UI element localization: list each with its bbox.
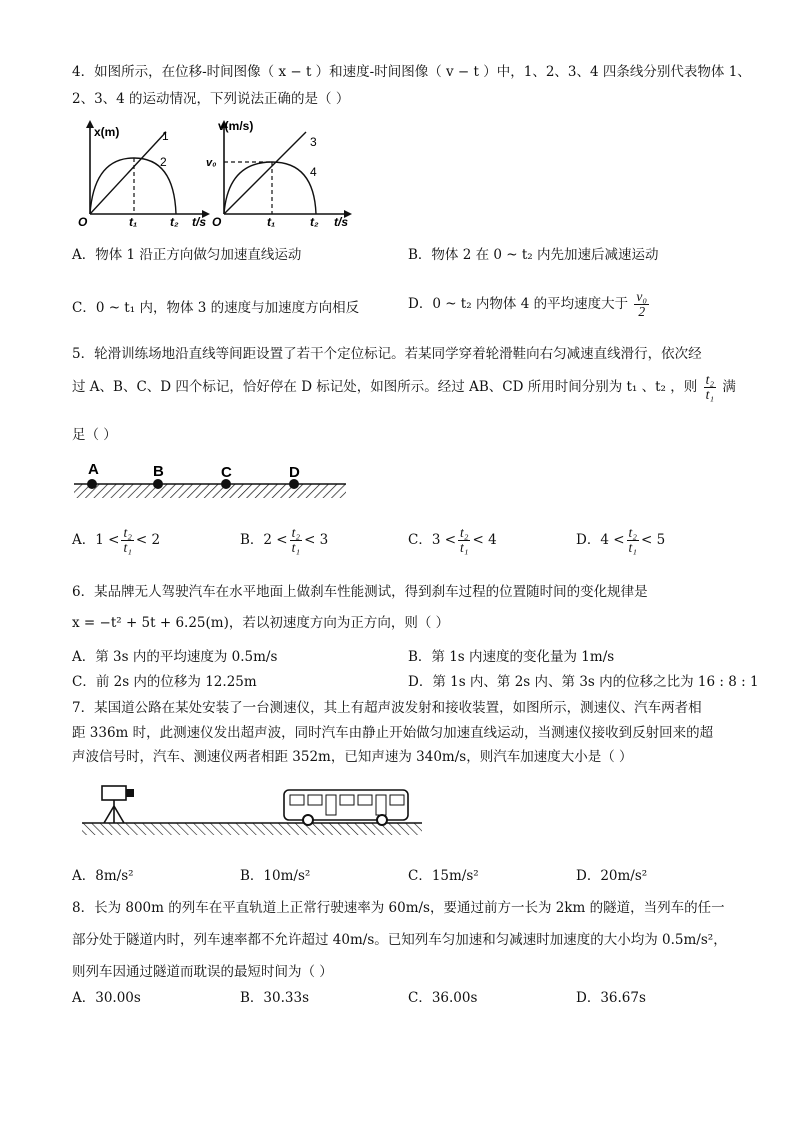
q4-g1-t2: t₂: [170, 215, 179, 228]
q5-option-c[interactable]: C．3 < $\frac{\text{t₂}}{\text{t₁}}$ < 4: [408, 525, 497, 555]
q5-track-diagram: [74, 458, 348, 502]
q6-option-b[interactable]: B．第 1s 内速度的变化量为 1m/s: [408, 649, 615, 665]
q8-option-c[interactable]: C．36.00s: [408, 990, 478, 1006]
q7-option-a[interactable]: A．8m/s²: [72, 868, 134, 884]
q7-option-b[interactable]: B．10m/s²: [240, 868, 311, 884]
q4-stem-line2: 2、3、4 的运动情况，下列说法正确的是（ ）: [72, 91, 350, 107]
q4-g1-origin: O: [78, 215, 88, 228]
q4-g2-origin: O: [212, 215, 222, 228]
q6-option-d[interactable]: D．第 1s 内、第 2s 内、第 3s 内的位移之比为 16 : 8 : 1: [408, 674, 759, 690]
q6-option-a[interactable]: A．第 3s 内的平均速度为 0.5m/s: [72, 649, 278, 665]
q6-option-c[interactable]: C．前 2s 内的位移为 12.25m: [72, 674, 257, 690]
q4-g2-ylabel: v(m/s): [218, 119, 254, 133]
q5-stem-line3: 足（ ）: [72, 427, 117, 443]
q7-option-c[interactable]: C．15m/s²: [408, 868, 479, 884]
q8-stem-line1: 8．长为 800m 的列车在平直轨道上正常行驶速率为 60m/s，要通过前方一长为 2km 的隧道，当列车的任一: [72, 900, 725, 916]
q4-option-b[interactable]: B．物体 2 在 0 ~ t₂ 内先加速后减速运动: [408, 247, 659, 263]
q5-ratio-fraction: $\frac{\text{t₂}}{\text{t₁}}$: [705, 372, 715, 402]
q5-stem-line1: 5．轮滑训练场地沿直线等间距设置了若干个定位标记。若某同学穿着轮滑鞋向右匀减速直线滑行，依次经: [72, 346, 702, 362]
q8-stem-line2: 部分处于隧道内时，列车速率都不允许超过 40m/s。已知列车匀加速和匀减速时加速度的大小均为 0.5m/s²，: [72, 932, 727, 948]
q4-g1-ylabel: x(m): [94, 125, 120, 139]
q8-option-b[interactable]: B．30.33s: [240, 990, 309, 1006]
q7-option-d[interactable]: D．20m/s²: [576, 868, 648, 884]
q4-g1-curve2: 2: [160, 155, 167, 169]
q7-stem-line1: 7．某国道公路在某处安装了一台测速仪，其上有超声波发射和接收装置，如图所示，测速仪、汽车两者相: [72, 700, 702, 716]
q4-option-c[interactable]: C．0 ~ t₁ 内，物体 3 的速度与加速度方向相反: [72, 300, 360, 316]
q4-option-a[interactable]: A．物体 1 沿正方向做匀加速直线运动: [72, 247, 302, 263]
q5-stem-line2: 过 A、B、C、D 四个标记，恰好停在 D 标记处，如图所示。经过 AB、CD 所用时间分别为 t₁ 、t₂ ，则 $\frac{\text{t₂}}{\text{t₁}}$ 满: [72, 372, 736, 402]
q6-stem-line2: x = −t² + 5t + 6.25(m)，若以初速度方向为正方向，则（ ）: [72, 615, 450, 631]
q4-stem-line1: 4．如图所示，在位移-时间图像（ x − t ）和速度-时间图像（ v − t ）中，1、2、3、4 四条线分别代表物体 1、: [72, 64, 751, 80]
q4-option-d-fraction: $\frac{\text{v₀}}{2}$: [636, 289, 648, 319]
bus-icon: [284, 790, 408, 825]
marker-d-label: D: [289, 464, 300, 481]
q8-option-a[interactable]: A．30.00s: [72, 990, 141, 1006]
q5-option-d[interactable]: D．4 < $\frac{\text{t₂}}{\text{t₁}}$ < 5: [576, 525, 666, 555]
q4-xt-graph: [74, 118, 217, 228]
q4-vt-graph: [206, 118, 356, 228]
q4-g1-tlabel: t/s: [192, 215, 207, 228]
marker-a-label: A: [88, 461, 99, 478]
q4-g2-t2: t₂: [310, 215, 319, 228]
q4-option-d-text: D．0 ~ t₂ 内物体 4 的平均速度大于: [408, 296, 629, 312]
q5-option-a[interactable]: A．1 < $\frac{\text{t₂}}{\text{t₁}}$ < 2: [72, 525, 161, 555]
marker-b-label: B: [153, 463, 164, 480]
q8-stem-line3: 则列车因通过隧道而耽误的最短时间为（ ）: [72, 964, 333, 980]
marker-c-label: C: [221, 464, 232, 481]
q7-stem-line3: 声波信号时，汽车、测速仪两者相距 352m，已知声速为 340m/s，则汽车加速度大小是（ ）: [72, 749, 633, 765]
q4-g2-curve4: 4: [310, 165, 317, 179]
q4-g2-t1: t₁: [267, 215, 276, 228]
q5-option-b[interactable]: B．2 < $\frac{\text{t₂}}{\text{t₁}}$ < 3: [240, 525, 329, 555]
q4-g2-tlabel: t/s: [334, 215, 349, 228]
q7-stem-line2: 距 336m 时，此测速仪发出超声波，同时汽车由静止开始做匀加速直线运动，当测速仪接收到反射回来的超: [72, 725, 714, 741]
q6-stem-line1: 6．某品牌无人驾驶汽车在水平地面上做刹车性能测试，得到刹车过程的位置随时间的变化规律是: [72, 584, 648, 600]
q4-g1-curve1: 1: [162, 129, 169, 143]
q4-g1-t1: t₁: [129, 215, 138, 228]
q4-option-d[interactable]: [408, 290, 651, 319]
speed-camera-icon: [102, 786, 134, 823]
q4-g2-curve3: 3: [310, 135, 317, 149]
q4-g2-v0: v₀: [206, 157, 217, 169]
q7-road-diagram: [82, 780, 424, 840]
q8-option-d[interactable]: D．36.67s: [576, 990, 646, 1006]
